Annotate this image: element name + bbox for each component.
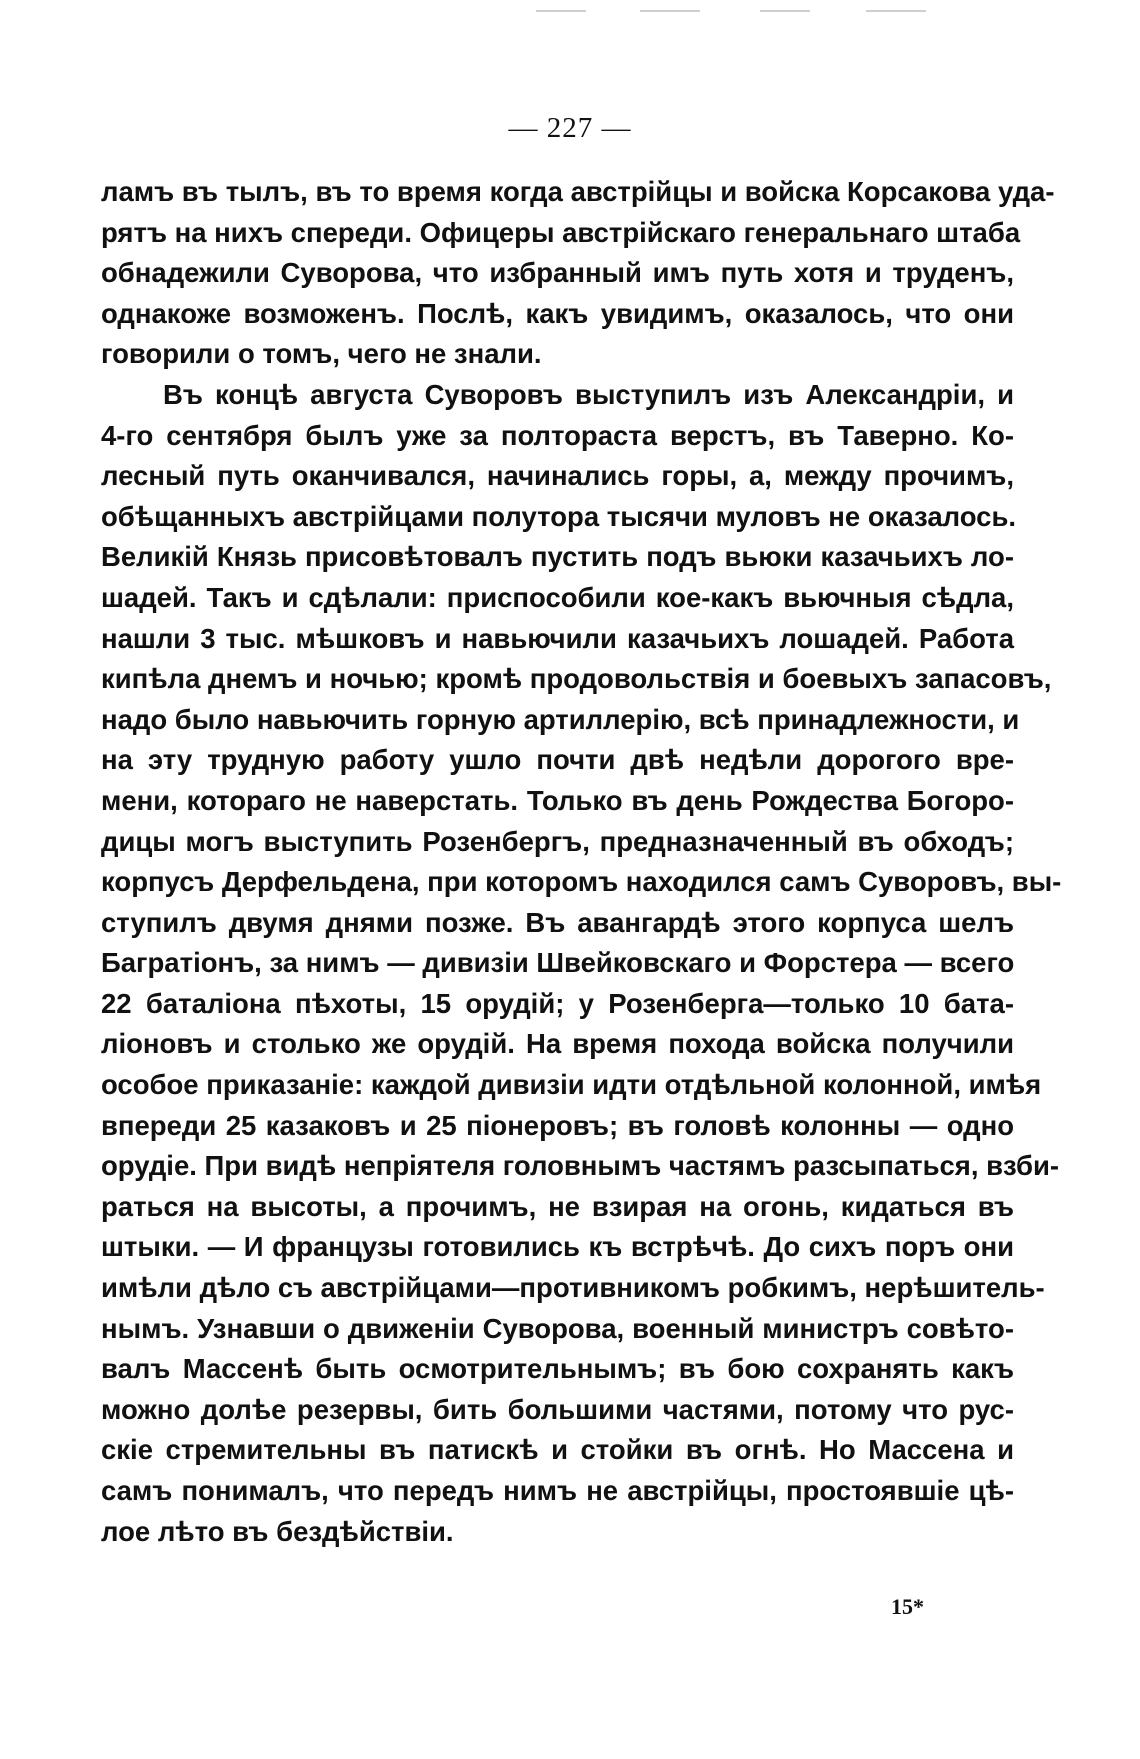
paragraph [101,172,1055,375]
page-number: — 227 — [508,112,632,144]
scan-artifact-rule [536,10,586,12]
scan-artifact-rule [640,10,700,12]
text-line: дицы могъ выступить Розенбергъ, предназначенный въ обходъ; [101,825,1014,857]
text-line: Багратіонъ, за нимъ — дивизіи Швейковскаго и Форстера — всего [101,947,1015,979]
text-line: самъ понималъ, что передъ нимъ не австрійцы, простоявшіе цѣ- [101,1475,1014,1506]
text-line: Великій Князь присовѣтовалъ пустить подъ вьюки казачьихъ ло- [101,541,1014,573]
text-line: на эту трудную работу ушло почти двѣ недѣли дорогого вре- [101,744,1014,776]
text-line: можно долѣе резервы, бить большими частями, потому что рус- [101,1393,1014,1425]
text-line: лесный путь оканчивался, начинались горы, а, между прочимъ, [101,460,1014,492]
text-line: впереди 25 казаковъ и 25 піонеровъ; въ головѣ колонны — одно [101,1109,1014,1141]
text-line: ламъ въ тылъ, въ то время когда австрійцы и войска Корсакова уда- [101,176,1055,207]
text-line: обѣщанныхъ австрійцами полутора тысячи муловъ не оказалось. [101,500,1017,532]
paragraph [101,375,1062,1552]
signature-mark: 15* [891,1594,924,1619]
text-line: Въ концѣ августа Суворовъ выступилъ изъ Александріи, и [163,378,1014,410]
text-line: нашли 3 тыс. мѣшковъ и навьючили казачьихъ лошадей. Работа [101,622,1014,654]
text-line: ліоновъ и столько же орудій. На время похода войска получили [101,1028,1014,1060]
text-line: 4-го сентября былъ уже за полтораста верстъ, въ Таверно. Ко- [101,419,1014,451]
body-text [101,172,1062,1552]
text-line: особое приказаніе: каждой дивизіи идти отдѣльной колонной, имѣя [101,1069,1042,1101]
text-line: раться на высоты, а прочимъ, не взирая на огонь, кидаться въ [101,1190,1014,1222]
text-line: нымъ. Узнавши о движеніи Суворова, военный министръ совѣто- [101,1312,1014,1344]
text-line: валъ Массенѣ быть осмотрительнымъ; въ бою сохранять какъ [101,1353,1014,1385]
scan-artifact-rule [866,10,926,12]
text-line: штыки. — И французы готовились къ встрѣчѣ. До сихъ поръ они [101,1231,1014,1263]
text-line: ступилъ двумя днями позже. Въ авангардѣ этого корпуса шелъ [101,906,1014,938]
text-line: шадей. Такъ и сдѣлали: приспособили кое-какъ вьючныя сѣдла, [101,581,1014,613]
text-line: обнадежили Суворова, что избранный имъ путь хотя и труденъ, [101,257,1014,289]
text-line: лое лѣто въ бездѣйствіи. [101,1515,454,1547]
text-line: корпусъ Дерфельдена, при которомъ находился самъ Суворовъ, вы- [101,866,1062,898]
text-line: однакоже возможенъ. Послѣ, какъ увидимъ, оказалось, что они [101,297,1014,329]
text-line: рятъ на нихъ спереди. Офицеры австрійскаго генеральнаго штаба [101,216,1021,248]
text-line: говорили о томъ, чего не знали. [101,338,542,370]
text-line: надо было навьючить горную артиллерію, всѣ принадлежности, и [101,703,1020,735]
text-line: скіе стремительны въ патискѣ и стойки въ огнѣ. Но Массена и [101,1434,1014,1466]
text-line: орудіе. При видѣ непріятеля головнымъ частямъ разсыпаться, взби- [101,1150,1060,1182]
scan-artifact-rule [760,10,810,12]
text-line: 22 баталіона пѣхоты, 15 орудій; у Розенберга—только 10 бата- [101,987,1014,1019]
text-line: кипѣла днемъ и ночью; кромѣ продовольствія и боевыхъ запасовъ, [101,663,1052,695]
text-line: имѣли дѣло съ австрійцами—противникомъ робкимъ, нерѣшитель- [101,1272,1045,1304]
text-line: мени, котораго не наверстать. Только въ день Рождества Богоро- [101,784,1014,816]
